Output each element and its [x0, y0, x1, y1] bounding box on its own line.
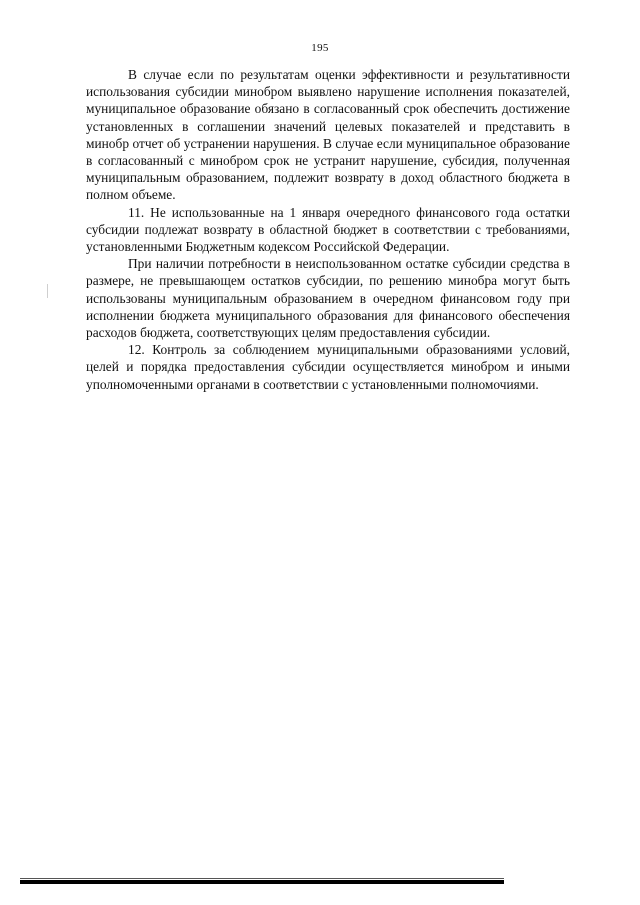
paragraph-11-unused-balance: 11. Не использованные на 1 января очередного финансового года остатки субсидии подлежат возврату в областной бюджет в соответствии с требованиями, установленными Бюджетным кодексом Российской Федерации. — [86, 204, 570, 255]
margin-mark — [47, 284, 48, 298]
scan-edge-line — [20, 878, 504, 879]
document-body — [86, 66, 570, 393]
paragraph-balance-usage: При наличии потребности в неиспользованном остатке субсидии средства в размере, не превышающем остатков субсидии, по решению минобра могут быть использованы муниципальным образованием в очередном финансовом году при исполнении бюджета муниципального образования для финансового обеспечения расходов бюджета, соответствующих целям предоставления субсидии. — [86, 256, 570, 341]
page-number: 195 — [311, 42, 329, 54]
paragraph-12-control: 12. Контроль за соблюдением муниципальными образованиями условий, целей и порядка предоставления субсидии осуществляется минобром и иными уполномоченными органами в соответствии с установленными полномочиями. — [86, 342, 570, 392]
scan-bottom-bar — [20, 880, 504, 884]
paragraph-evaluation: В случае если по результатам оценки эффективности и результативности использования субсидии минобром выявлено нарушение исполнения показателей, муниципальное образование обязано в согласованный срок обеспечить достижение установленных в соглашении значений целевых показателей и представить в минобр отчет об устранении нарушения. В случае если муниципальное образование в согласованный с минобром срок не устранит нарушение, субсидия, полученная муниципальным образованием, подлежит возврату в доход областного бюджета в полном объеме. — [86, 67, 570, 203]
